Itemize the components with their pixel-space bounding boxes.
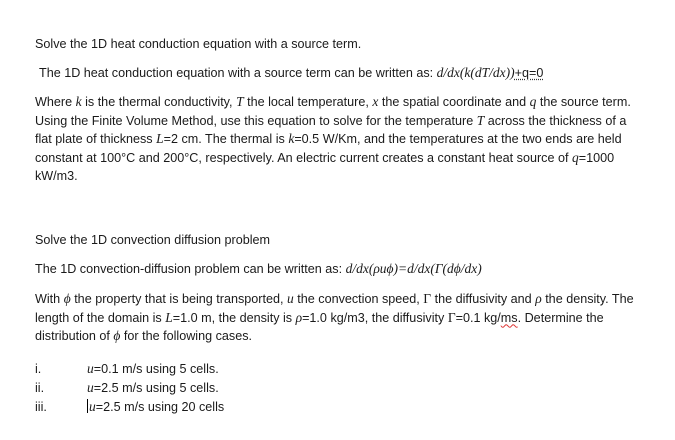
convection-paragraph: With ϕ the property that is being transported, u the convection speed, Γ the diffusivity and ρ the density. The length of the domain is L=1.0 m, the density is ρ=1.0 kg/m3, the diffusivity Γ=0.1 kg/ms. Determine the distribution of ϕ for the following cases. <box>35 291 634 344</box>
heat-equation-intro: The 1D heat conduction equation with a source term can be written as: <box>39 66 434 80</box>
convection-equation-intro: The 1D convection-diffusion problem can be written as: <box>35 262 343 276</box>
section1-title: Solve the 1D heat conduction equation with a source term. <box>35 37 362 51</box>
heat-equation-line <box>39 64 543 82</box>
convection-equation-main: d/dx(ρuϕ)=d/dx(Γ(dϕ/dx) <box>345 261 482 276</box>
text-cursor <box>87 399 88 413</box>
heat-equation-main: d/dx(k(dT/dx)) <box>436 65 515 80</box>
list-number: ii. <box>35 381 45 395</box>
list-item: i. u=0.1 m/s using 5 cells. <box>35 361 219 376</box>
list-item: iii. u=2.5 m/s using 20 cells <box>35 399 225 414</box>
list-number: iii. <box>35 400 47 414</box>
section2-title: Solve the 1D convection diffusion problem <box>35 233 270 247</box>
list-item: ii. u=2.5 m/s using 5 cells. <box>35 380 219 395</box>
heat-paragraph: Where k is the thermal conductivity, T the local temperature, x the spatial coordinate and q the source term. Using the Finite Volume Method, use this equation to solve for the temperature T across the thickness of a flat plate of thickness L=2 cm. The thermal is k=0.5 W/Km, and the temperatures at the two ends are held constant at 100°C and 200°C, respectively. An electric current creates a constant heat source of q=1000 kW/m3. <box>35 94 631 184</box>
heat-equation-tail: +q=0 <box>514 66 544 80</box>
convection-equation-line <box>35 260 482 278</box>
list-number: i. <box>35 362 42 376</box>
spellcheck-word: ms <box>500 310 518 325</box>
